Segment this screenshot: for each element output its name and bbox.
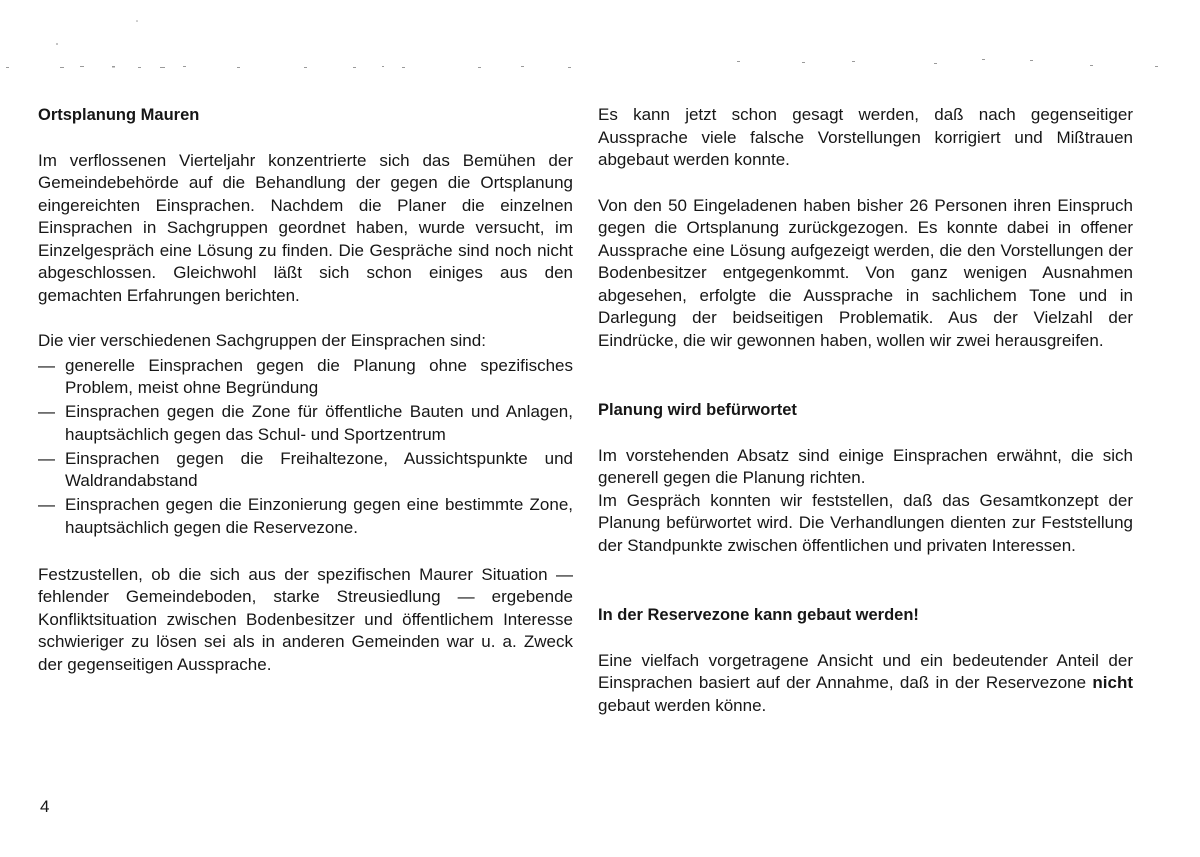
page-number: 4 bbox=[40, 797, 50, 816]
dash-bullet: — bbox=[38, 355, 55, 375]
paragraph: Im verflossenen Vierteljahr konzentrierte sich das Bemühen der Gemeindebehörde auf die Behandlung der gegen die Ortsplanung eingereichten Einsprachen. Nachdem die Planer die einzelnen Einsprachen in Sachgruppen geordnet haben, wurde versucht, im Einzelgespräch eine Lösung zu finden. Die Gespräche sind noch nicht abgeschlossen. Gleichwohl läßt sich schon einiges aus den gemachten Erfahrungen berichten. bbox=[38, 150, 573, 305]
paragraph: Festzustellen, ob die sich aus der spezifischen Maurer Situation — fehlender Gemeindeboden, starke Streusiedlung — ergebende Konfliktsituation zwischen Bodenbesitzer und öffentlichem Interesse schwieriger zu lösen sei als in anderen Gemeinden war u. a. Zweck der gegenseitigen Aussprache. bbox=[38, 564, 573, 674]
paragraph-text: Eine vielfach vorgetragene Ansicht und ein bedeutender Anteil der Einsprachen basiert auf der Annahme, daß in der Reservezone bbox=[598, 650, 1133, 692]
sachgruppen-list bbox=[38, 355, 573, 540]
paragraph: Es kann jetzt schon gesagt werden, daß nach gegenseitiger Aussprache viele falsche Vorstellungen korrigiert und Mißtrauen abgebaut werden konnte. bbox=[598, 105, 1133, 169]
list-item bbox=[38, 401, 573, 446]
list-item-text: generelle Einsprachen gegen die Planung ohne spezifisches Problem, meist ohne Begründung bbox=[65, 355, 573, 397]
paragraph-text: gebaut werden könne. bbox=[598, 695, 767, 715]
paragraph: Im vorstehenden Absatz sind einige Einsprachen erwähnt, die sich generell gegen die Planung richten. bbox=[598, 445, 1133, 487]
dash-bullet: — bbox=[38, 448, 55, 468]
paragraph: Im Gespräch konnten wir feststellen, daß das Gesamtkonzept der Planung befürwortet wird. Die Verhandlungen dienten zur Feststellung der Standpunkte zwischen öffentlichen und privaten Interessen. bbox=[598, 490, 1133, 555]
paragraph: Die vier verschiedenen Sachgruppen der Einsprachen sind: bbox=[38, 331, 486, 350]
left-column bbox=[38, 104, 573, 676]
dash-bullet: — bbox=[38, 495, 55, 514]
paragraph: Von den 50 Eingeladenen haben bisher 26 Personen ihren Einspruch gegen die Ortsplanung zurückgezogen. Es konnte dabei in offener Aussprache eine Lösung aufgezeigt werden, die den Vorstellungen der Bodenbesitzer entgegenkommt. Von ganz wenigen Ausnahmen abgesehen, erfolgte die Aussprache in sachlichem Tone und in Darlegung der beidseitigen Problematik. Aus der Vielzahl der Eindrücke, die wir gewonnen haben, wollen wir zwei herausgreifen. bbox=[598, 195, 1133, 350]
emphasis-nicht: nicht bbox=[1092, 673, 1133, 692]
list-item bbox=[38, 494, 573, 539]
list-item-text: Einsprachen gegen die Freihaltezone, Aussichtspunkte und Waldrandabstand bbox=[65, 448, 573, 490]
dash-bullet: — bbox=[38, 402, 55, 421]
section-heading-planung-befuerwortet: Planung wird befürwortet bbox=[598, 401, 797, 419]
scan-artifacts bbox=[0, 0, 1200, 90]
list-item-text: Einsprachen gegen die Zone für öffentliche Bauten und Anlagen, hauptsächlich gegen das Schul- und Sportzentrum bbox=[65, 402, 573, 444]
list-item bbox=[38, 448, 573, 493]
section-heading-ortsplanung: Ortsplanung Mauren bbox=[38, 106, 200, 124]
right-column bbox=[598, 104, 1133, 717]
section-heading-reservezone: In der Reservezone kann gebaut werden! bbox=[598, 606, 919, 624]
paragraph bbox=[598, 650, 1133, 718]
list-item bbox=[38, 355, 573, 400]
list-item-text: Einsprachen gegen die Einzonierung gegen eine bestimmte Zone, hauptsächlich gegen die Reservezone. bbox=[65, 495, 573, 537]
